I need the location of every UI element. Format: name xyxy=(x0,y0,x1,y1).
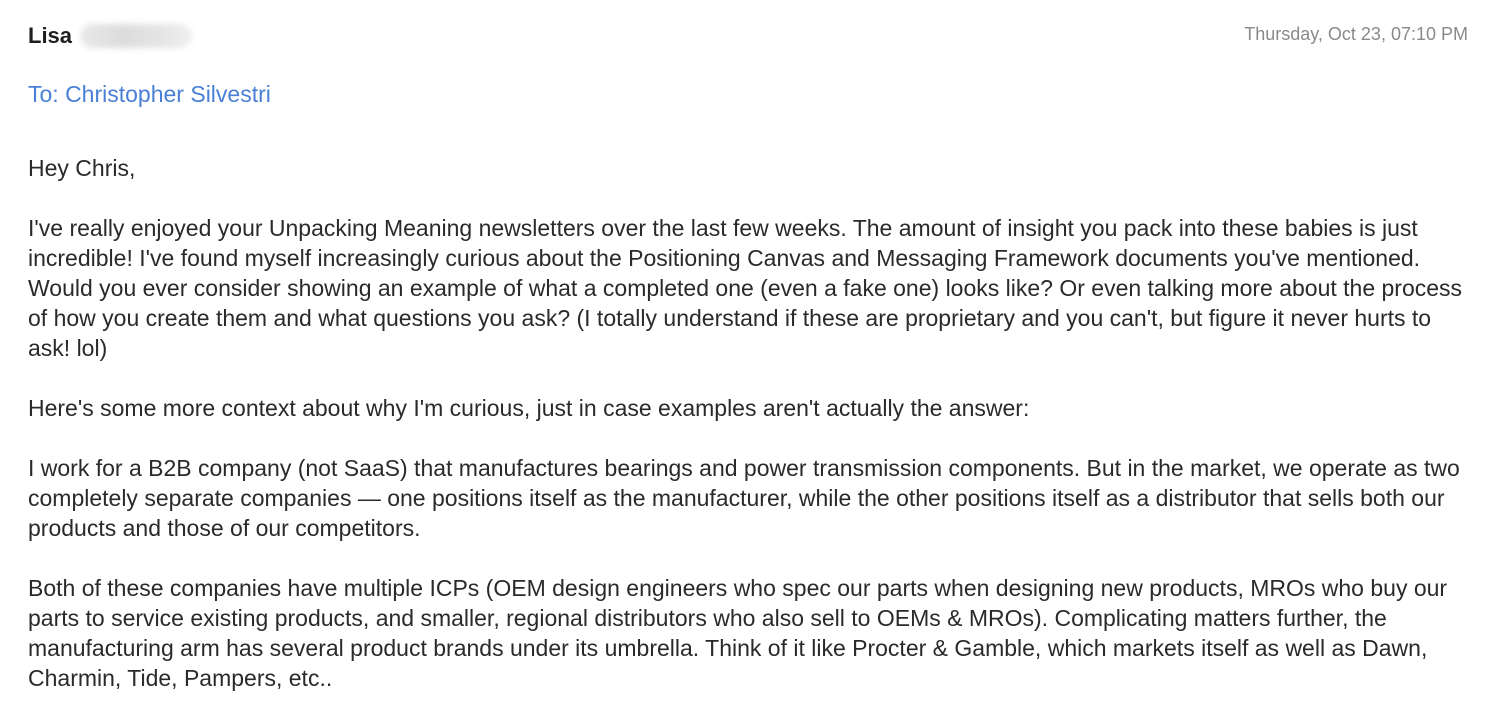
greeting: Hey Chris, xyxy=(28,155,136,181)
sender[interactable] xyxy=(28,20,192,52)
email-body xyxy=(28,153,1478,723)
body-paragraph-3: I work for a B2B company (not SaaS) that manufactures bearings and power transmission components. But in the market, we operate as two completely separate companies — one positions itself as the manufacturer, while the other positions itself as a distributor that sells both our products and those of our competitors. xyxy=(28,455,1460,541)
body-paragraph-1: I've really enjoyed your Unpacking Meaning newsletters over the last few weeks. The amount of insight you pack into these babies is just incredible! I've found myself increasingly curious about the Positioning Canvas and Messaging Framework documents you've mentioned. Would you ever consider showing an example of what a completed one (even a fake one) looks like? Or even talking more about the process of how you create them and what questions you ask? (I totally understand if these are proprietary and you can't, but figure it never hurts to ask! lol) xyxy=(28,215,1463,361)
body-paragraph-4: Both of these companies have multiple ICPs (OEM design engineers who spec our parts when designing new products, MROs who buy our parts to service existing products, and smaller, regional distributors who also sell to OEMs & MROs). Complicating matters further, the manufacturing arm has several product brands under its umbrella. Think of it like Procter & Gamble, which markets itself as well as Dawn, Charmin, Tide, Pampers, etc.. xyxy=(28,575,1448,691)
recipient-line[interactable]: To: Christopher Silvestri xyxy=(28,81,271,107)
body-paragraph-2: Here's some more context about why I'm curious, just in case examples aren't actually the answer: xyxy=(28,395,1030,421)
email-header xyxy=(28,20,1468,52)
redacted-surname xyxy=(80,24,192,48)
sender-name[interactable]: Lisa xyxy=(28,23,73,48)
timestamp: Thursday, Oct 23, 07:10 PM xyxy=(1244,24,1468,44)
